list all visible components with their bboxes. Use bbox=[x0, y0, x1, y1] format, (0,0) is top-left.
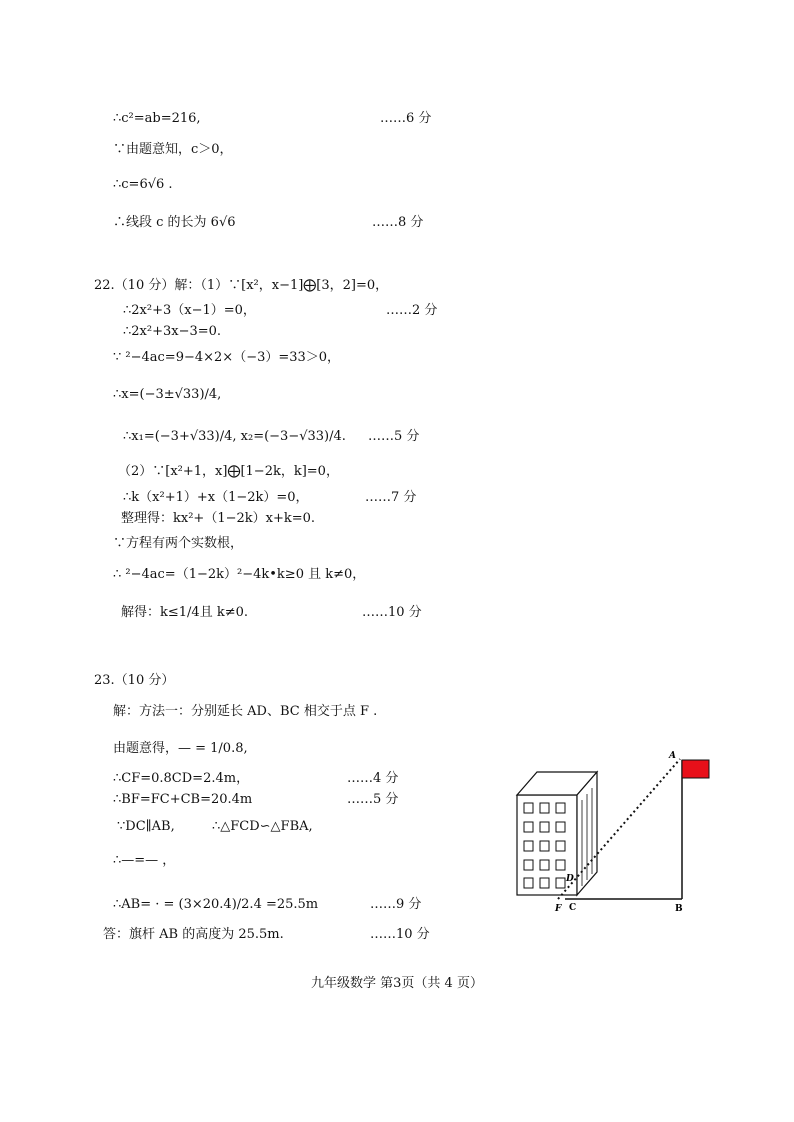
q21-score-1: ……6 分 bbox=[380, 111, 432, 126]
label-D: D bbox=[566, 874, 574, 884]
q23-line-5a: ∵DC∥AB, bbox=[117, 819, 175, 834]
q23-line-7: ∴AB= · = (3×20.4)/2.4 =25.5m bbox=[113, 897, 319, 912]
q22-line-7: ∴k（x²+1）+x（1−2k）=0， bbox=[123, 490, 309, 505]
q23-line-1: 解：方法一：分别延长 AD、BC 相交于点 F . bbox=[113, 704, 378, 719]
building-flag-figure bbox=[505, 748, 735, 918]
q21-line-3: ∴c=6√6 . bbox=[113, 177, 173, 192]
q23-score-3: ……4 分 bbox=[347, 771, 399, 786]
q22-line-5: ∴x₁=(−3+√33)/4, x₂=(−3−√33)/4. bbox=[123, 429, 346, 444]
q22-line-1: ∴2x²+3（x−1）=0， bbox=[123, 303, 256, 318]
q23-answer: 答：旗杆 AB 的高度为 25.5m. bbox=[103, 927, 284, 942]
q22-score-5: ……5 分 bbox=[368, 429, 420, 444]
q22-line-8: 整理得：kx²+（1−2k）x+k=0. bbox=[121, 511, 316, 526]
q21-line-4: ∴线段 c 的长为 6√6 bbox=[113, 215, 236, 230]
label-B: B bbox=[675, 904, 683, 914]
q22-score-7: ……7 分 bbox=[365, 490, 417, 505]
label-C: C bbox=[569, 903, 577, 913]
q23-heading: 23.（10 分） bbox=[94, 673, 175, 688]
q22-line-4: ∴x=(−3±√33)/4, bbox=[113, 387, 222, 402]
q22-line-9: ∵方程有两个实数根， bbox=[113, 536, 244, 551]
q21-line-2: ∵由题意知，c＞0， bbox=[113, 142, 233, 157]
q22-score-11: ……10 分 bbox=[362, 605, 422, 620]
page-footer: 九年级数学 第3页（共 4 页） bbox=[311, 976, 483, 991]
q23-score-7: ……9 分 bbox=[370, 897, 422, 912]
q23-line-4: ∴BF=FC+CB=20.4m bbox=[113, 792, 253, 807]
q22-line-2: ∴2x²+3x−3=0. bbox=[123, 324, 222, 339]
q23-line-5b: ∴△FCD∽△FBA, bbox=[212, 819, 313, 834]
q23-line-2: 由题意得，— = 1/0.8, bbox=[113, 741, 248, 756]
label-A: A bbox=[669, 751, 676, 761]
q23-score-4: ……5 分 bbox=[347, 792, 399, 807]
label-F: F bbox=[555, 904, 562, 914]
q23-line-6: ∴—=— ， bbox=[113, 853, 176, 868]
q22-heading: 22.（10 分）解：（1）∵[x²，x−1]⨁[3，2]=0， bbox=[94, 278, 389, 293]
flag bbox=[682, 760, 709, 778]
q23-score-answer: ……10 分 bbox=[370, 927, 430, 942]
q22-line-11: 解得：k≤1/4且 k≠0. bbox=[121, 605, 248, 620]
q21-score-4: ……8 分 bbox=[372, 215, 424, 230]
q22-line-3: ∵ ²−4ac=9−4×2×（−3）=33＞0， bbox=[113, 350, 341, 365]
q22-line-10: ∴ ²−4ac=（1−2k）²−4k•k≥0 且 k≠0， bbox=[113, 567, 366, 582]
q23-line-3: ∴CF=0.8CD=2.4m， bbox=[113, 771, 250, 786]
q21-line-1: ∴c²=ab=216, bbox=[113, 111, 201, 126]
q22-line-6: （2）∵[x²+1，x]⨁[1−2k，k]=0， bbox=[118, 464, 339, 479]
q22-score-1: ……2 分 bbox=[386, 303, 438, 318]
